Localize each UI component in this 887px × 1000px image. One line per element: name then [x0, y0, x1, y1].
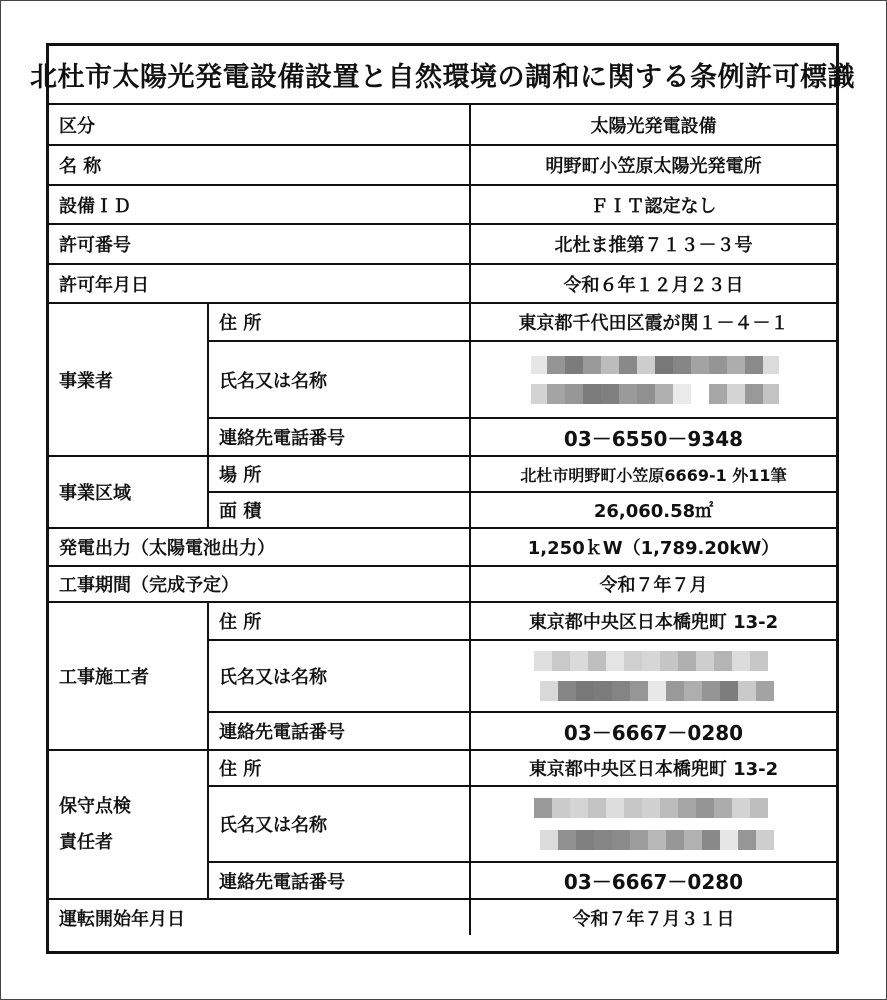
- area-place-value: 北杜市明野町小笠原6669-1 外11筆: [470, 456, 836, 492]
- operator-name-redacted: [470, 341, 836, 418]
- facility-id-value: ＦＩＴ認定なし: [470, 185, 836, 224]
- contractor-name-label: 氏名又は名称: [208, 640, 470, 712]
- maintenance-label: [49, 750, 208, 899]
- table-row: [49, 899, 836, 935]
- operator-phone-label: 連絡先電話番号: [208, 418, 470, 456]
- contractor-name-redacted: [470, 640, 836, 712]
- maintenance-label-line1: 保守点検: [59, 795, 131, 817]
- maintenance-name-label: 氏名又は名称: [208, 786, 470, 862]
- pixelated-redaction-icon: [519, 350, 789, 410]
- maintenance-label-line2: 責任者: [59, 831, 113, 853]
- permit-table: [49, 105, 836, 935]
- permit-date-value: 令和６年１２月２３日: [470, 264, 836, 303]
- maintenance-name-redacted: [470, 786, 836, 862]
- output-value: 1,250ｋW（1,789.20kW）: [470, 528, 836, 566]
- start-date-label: 運転開始年月日: [49, 899, 470, 935]
- start-date-value: 令和７年７月３１日: [470, 899, 836, 935]
- maintenance-phone-value: 03－6667－0280: [470, 862, 836, 899]
- table-row: [49, 264, 836, 303]
- area-size-label: 面 積: [208, 492, 470, 528]
- permit-number-value: 北杜ま推第７１３－３号: [470, 224, 836, 264]
- permit-sign: [30, 43, 855, 954]
- maintenance-address-label: 住 所: [208, 750, 470, 786]
- permit-number-label: 許可番号: [49, 224, 470, 264]
- operator-phone-value: 03－6550－9348: [470, 418, 836, 456]
- table-row: [49, 145, 836, 185]
- name-label: 名 称: [49, 145, 470, 185]
- facility-id-label: 設備ＩＤ: [49, 185, 470, 224]
- contractor-label: 工事施工者: [49, 602, 208, 750]
- output-label: 発電出力（太陽電池出力）: [49, 528, 470, 566]
- table-row: [49, 303, 836, 341]
- table-row: [49, 185, 836, 224]
- pixelated-redaction-icon: [524, 647, 784, 705]
- table-row: [49, 105, 836, 145]
- operator-label: 事業者: [49, 303, 208, 456]
- period-label: 工事期間（完成予定）: [49, 566, 470, 602]
- operator-name-label: 氏名又は名称: [208, 341, 470, 418]
- category-label: 区分: [49, 105, 470, 145]
- area-place-label: 場 所: [208, 456, 470, 492]
- table-row: [49, 456, 836, 492]
- category-value: 太陽光発電設備: [470, 105, 836, 145]
- maintenance-phone-label: 連絡先電話番号: [208, 862, 470, 899]
- sign-title: 北杜市太陽光発電設備設置と自然環境の調和に関する条例許可標識: [49, 46, 836, 105]
- contractor-phone-value: 03－6667－0280: [470, 712, 836, 750]
- contractor-address-value: 東京都中央区日本橋兜町 13-2: [470, 602, 836, 640]
- pixelated-redaction-icon: [524, 794, 784, 854]
- area-size-value: 26,060.58㎡: [470, 492, 836, 528]
- name-value: 明野町小笠原太陽光発電所: [470, 145, 836, 185]
- table-row: [49, 224, 836, 264]
- contractor-phone-label: 連絡先電話番号: [208, 712, 470, 750]
- table-row: [49, 528, 836, 566]
- table-row: [49, 566, 836, 602]
- table-row: [49, 750, 836, 786]
- area-label: 事業区域: [49, 456, 208, 528]
- permit-date-label: 許可年月日: [49, 264, 470, 303]
- table-row: [49, 602, 836, 640]
- maintenance-address-value: 東京都中央区日本橋兜町 13-2: [470, 750, 836, 786]
- contractor-address-label: 住 所: [208, 602, 470, 640]
- operator-address-value: 東京都千代田区霞が関１－４－１: [470, 303, 836, 341]
- operator-address-label: 住 所: [208, 303, 470, 341]
- period-value: 令和７年７月: [470, 566, 836, 602]
